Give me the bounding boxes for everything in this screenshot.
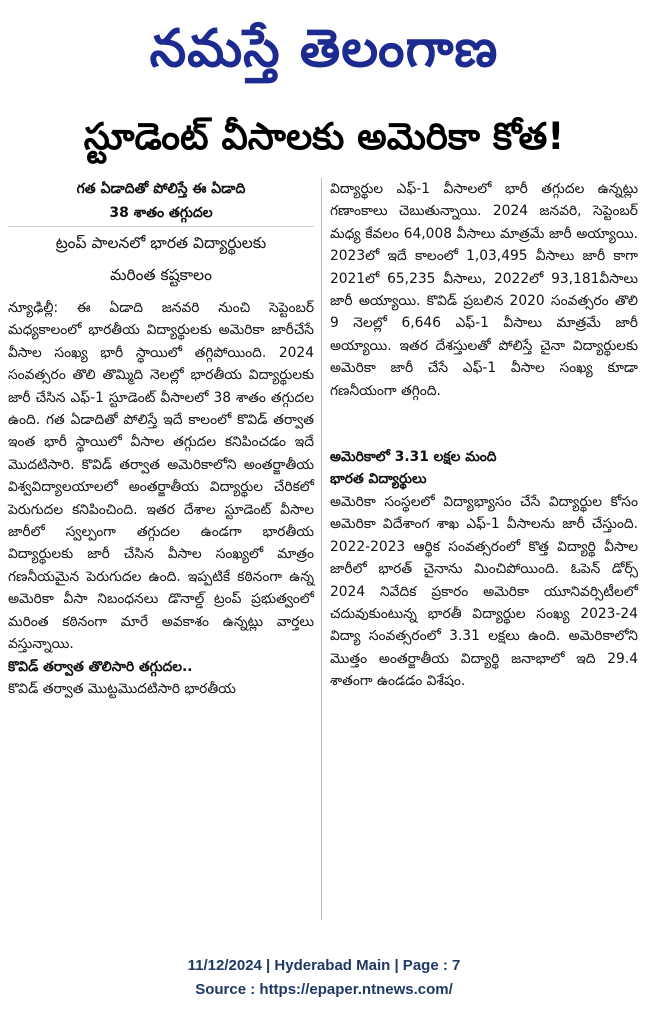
deck-line-4: మరింత కష్టకాలం [110, 266, 212, 284]
deck-line-3: ట్రంప్ పాలనలో భారత విద్యార్థులకు [8, 226, 314, 257]
footer-source: Source : https://epaper.ntnews.com/ [195, 981, 453, 998]
source-footer [0, 954, 648, 1002]
article-headline: స్టూడెంట్ వీసాలకు అమెరికా కోత! [83, 115, 565, 158]
article-paragraph-1: న్యూఢిల్లీ: ఈ ఏడాది జనవరి నుంచి సెప్టెంబర్ మధ్యకాలంలో భారతీయ విద్యార్థులకు అమెరికా జారీచేసే వీసాల సంఖ్య భారీ స్థాయిలో తగ్గిపోయింది. 2024 సంవత్సరం తొలి తొమ్మిది నెలల్లో భారతీయ విద్యార్థులకు జారీ చేసిన ఎఫ్-1 స్టూడెంట్ వీసాలలో 38 శాతం తగ్గుదల ఉంది. గత ఏడాదితో పోలిస్తే ఇదే కాలంలో కొవిడ్ తర్వాత ఇంత భారీ స్థాయిలో వీసాల తగ్గుదల కనిపించడం ఇదే మొదటిసారి. కొవిడ్ తర్వాత అమెరికాలోని అంతర్జాతీయ విశ్వవిద్యాలయాలలో అంతర్జాతీయ విద్యార్థుల చేరికలో పెరుగుదల కనిపించింది. ఇతర దేశాల స్టూడెంట్ వీసాల జారీలో స్వల్పంగా తగ్గుదల ఉండగా భారతీయ విద్యార్థులకు జారీ చేసిన వీసాల సంఖ్యలో మాత్రం గణనీయమైన పెరుగుదల ఉంది. ఇప్పటికే కఠినంగా ఉన్న అమెరికా వీసా నిబంధనలు డొనాల్డ్ ట్రంప్ ప్రభుత్వంలో మరింత కఠినంగా మారే అవకాశం ఉన్నట్లు వార్తలు వస్తున్నాయి. [8, 300, 314, 653]
column-divider [321, 178, 322, 920]
column-gap [330, 402, 638, 446]
article-paragraph-4: అమెరికా సంస్థలలో విద్యాభ్యాసం చేసే విద్యార్థుల కోసం అమెరికా విదేశాంగ శాఖ ఎఫ్-1 వీసాలను జారీ చేస్తుంది. 2022-2023 ఆర్థిక సంవత్సరంలో కొత్త విద్యార్థి వీసాల జారీలో భారత్ చైనాను మించిపోయింది. ఓపెన్ డోర్స్ 2024 నివేదిక ప్రకారం అమెరికా యూనివర్సిటీలలో చదువుకుంటున్న భారతీ విద్యార్థుల సంఖ్య 2023-24 విద్యా సంవత్సరంలో 3.31 లక్షలు ఉంది. అమెరికాలోని మొత్తం అంతర్జాతీయ విద్యార్థి జనాభాలో ఇది 29.4 శాతంగా ఉండడం విశేషం. [330, 493, 638, 690]
section-subheading: కొవిడ్ తర్వాత తొలిసారి తగ్గుదల.. [8, 658, 193, 675]
article-column-right [330, 178, 638, 693]
deck-line-1: గత ఏడాదితో పోలిస్తే ఈ ఏడాది [76, 181, 246, 197]
article-paragraph-3: విద్యార్థుల ఎఫ్-1 వీసాలలో భారీ తగ్గుదల ఉన్నట్లు గణాంకాలు చెబుతున్నాయి. 2024 జనవరి, సెప్టెంబర్ మధ్య కేవలం 64,008 వీసాలు మాత్రమే జారీ అయ్యాయి. 2023లో ఇదే కాలంలో 1,03,495 వీసాలు జారీ కాగా 2021లో 65,235 వీసాలు, 2022లో 93,181వీసాలు జారీ అయ్యాయి. కొవిడ్ ప్రబలిన 2020 సంవత్సరం తొలి 9 నెలల్లో 6,646 ఎఫ్-1 వీసాలు మాత్రమే జారీ అయ్యాయి. ఇతర దేశస్తులతో పోలిస్తే చైనా విద్యార్థులకు అమెరికా జారీ చేసే ఎఫ్-1 వీసాల సంఖ్య కూడా గణనీయంగా తగ్గింది. [330, 181, 638, 399]
section-subheading-2-line-1: అమెరికాలో 3.31 లక్షల మంది [330, 449, 497, 466]
article-paragraph-2: కొవిడ్ తర్వాత మొట్టమొదటిసారి భారతీయ [8, 680, 236, 697]
section-subheading-2-line-2: భారత విద్యార్థులు [330, 471, 427, 488]
newspaper-masthead: నమస్తే తెలంగాణ [149, 18, 499, 79]
deck-line-2: 38 శాతం తగ్గుదల [109, 205, 213, 221]
article-column-left [8, 178, 314, 700]
footer-date-edition: 11/12/2024 | Hyderabad Main | Page : 7 [187, 957, 461, 974]
